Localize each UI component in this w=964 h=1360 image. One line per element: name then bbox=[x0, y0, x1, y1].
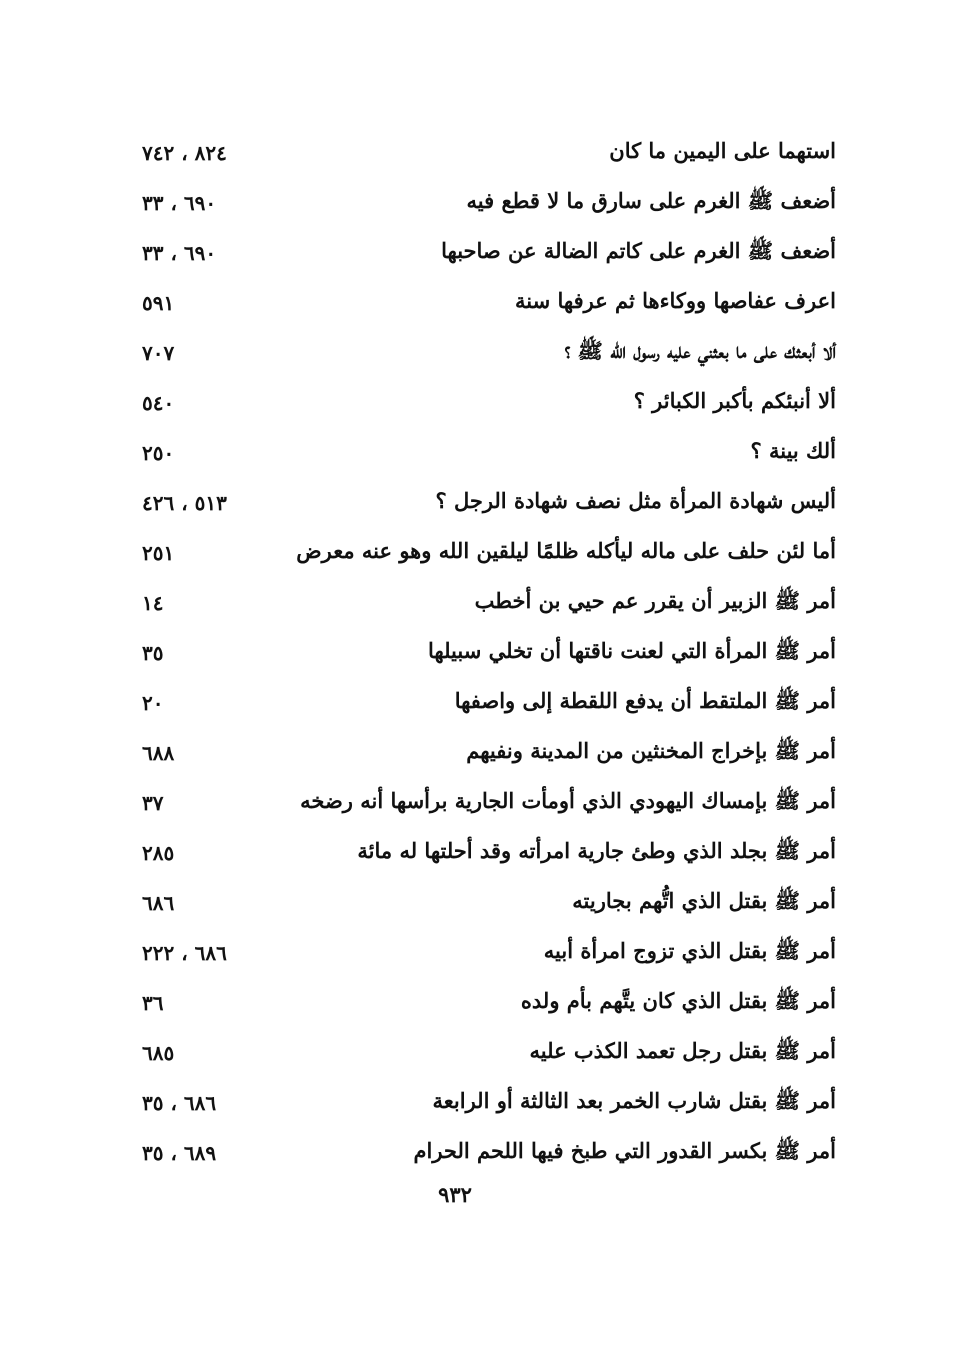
entry-pages: ٦٨٩ ، ٣٥ bbox=[142, 1141, 217, 1165]
entry-text: أضعف ﷺ الغرم على كاتم الضالة عن صاحبها bbox=[441, 238, 836, 263]
entry-pages: ٥٤٠ bbox=[142, 391, 175, 415]
index-entry bbox=[140, 228, 840, 278]
entry-text: أمر ﷺ بقتل الذي اتُّهم بجاريته bbox=[572, 888, 836, 913]
index-entry bbox=[140, 278, 840, 328]
entry-pages: ١٤ bbox=[142, 591, 164, 615]
entry-pages: ٣٧ bbox=[142, 791, 164, 815]
index-entry bbox=[140, 128, 840, 178]
entry-text: ألا أبعثك على ما بعثني عليه رسول الله ﷺ ؟ bbox=[564, 338, 836, 363]
entry-pages: ٣٥ bbox=[142, 641, 164, 665]
entry-pages: ٦٨٨ bbox=[142, 741, 175, 765]
index-entry bbox=[140, 778, 840, 828]
entry-pages: ٦٩٠ ، ٣٣ bbox=[142, 241, 217, 265]
entry-text: أمر ﷺ المرأة التي لعنت ناقتها أن تخلي سبيلها bbox=[428, 638, 836, 663]
entry-text: أمر ﷺ بقتل شارب الخمر بعد الثالثة أو الرابعة bbox=[432, 1088, 836, 1113]
entry-text: أمر ﷺ بإمساك اليهودي الذي أومأت الجارية برأسها أنه رضخه bbox=[300, 788, 836, 813]
index-entry bbox=[140, 328, 840, 378]
entry-text: أما لئن حلف على ماله ليأكله ظلمًا ليلقين الله وهو عنه معرض bbox=[296, 538, 836, 563]
entry-pages: ٦٨٦ ، ٣٥ bbox=[142, 1091, 217, 1115]
index-entry bbox=[140, 1078, 840, 1128]
index-entry bbox=[140, 628, 840, 678]
entry-text: أمر ﷺ بقتل الذي تزوج امرأة أبيه bbox=[543, 938, 836, 963]
entry-pages: ٧٠٧ bbox=[142, 341, 175, 365]
index-entry bbox=[140, 1028, 840, 1078]
entry-text: أضعف ﷺ الغرم على سارق ما لا قطع فيه bbox=[466, 188, 836, 213]
entry-pages: ٥٩١ bbox=[142, 291, 175, 315]
entry-pages: ٦٩٠ ، ٣٣ bbox=[142, 191, 217, 215]
entry-pages: ٥١٣ ، ٤٢٦ bbox=[142, 491, 227, 515]
entry-pages: ٢٥١ bbox=[142, 541, 175, 565]
entry-pages: ٦٨٦ bbox=[142, 891, 175, 915]
index-entry bbox=[140, 378, 840, 428]
index-entry bbox=[140, 878, 840, 928]
index-entry bbox=[140, 528, 840, 578]
index-entry bbox=[140, 578, 840, 628]
index-entry bbox=[140, 978, 840, 1028]
entry-pages: ٨٢٤ ، ٧٤٢ bbox=[142, 141, 227, 165]
index-entry bbox=[140, 728, 840, 778]
entry-pages: ٦٨٦ ، ٢٢٢ bbox=[142, 941, 227, 965]
entry-text: أمر ﷺ الملتقط أن يدفع اللقطة إلى واصفها bbox=[454, 688, 836, 713]
entry-text: أمر ﷺ بإخراج المخنثين من المدينة ونفيهم bbox=[466, 738, 836, 763]
entry-text: ألك بينة ؟ bbox=[750, 438, 836, 463]
entry-pages: ٢٠ bbox=[142, 691, 164, 715]
entry-text: أمر ﷺ بقتل رجل تعمد الكذب عليه bbox=[529, 1038, 836, 1063]
entry-text: ألا أنبئكم بأكبر الكبائر ؟ bbox=[633, 388, 836, 413]
index-entry bbox=[140, 1128, 840, 1178]
entry-pages: ٢٥٠ bbox=[142, 441, 175, 465]
entry-text: استهما على اليمين ما كان bbox=[609, 138, 836, 163]
hadith-index-list bbox=[140, 128, 840, 1178]
index-entry bbox=[140, 678, 840, 728]
page-number: ٩٣٢ bbox=[438, 1182, 472, 1207]
index-entry bbox=[140, 828, 840, 878]
entry-pages: ٦٨٥ bbox=[142, 1041, 175, 1065]
entry-text: اعرف عفاصها ووكاءها ثم عرفها سنة bbox=[514, 288, 836, 313]
entry-pages: ٣٦ bbox=[142, 991, 164, 1015]
index-entry bbox=[140, 478, 840, 528]
entry-text: أليس شهادة المرأة مثل نصف شهادة الرجل ؟ bbox=[435, 488, 836, 513]
entry-pages: ٢٨٥ bbox=[142, 841, 175, 865]
entry-text: أمر ﷺ الزبير أن يقرر عم حيي بن أخطب bbox=[474, 588, 836, 613]
entry-text: أمر ﷺ بكسر القدور التي طبخ فيها اللحم الحرام bbox=[413, 1138, 836, 1163]
index-entry bbox=[140, 428, 840, 478]
entry-text: أمر ﷺ بجلد الذي وطئ جارية امرأته وقد أحلتها له مائة bbox=[357, 838, 836, 863]
index-entry bbox=[140, 178, 840, 228]
entry-text: أمر ﷺ بقتل الذي كان يتَّهم بأم ولده bbox=[520, 988, 836, 1013]
index-entry bbox=[140, 928, 840, 978]
